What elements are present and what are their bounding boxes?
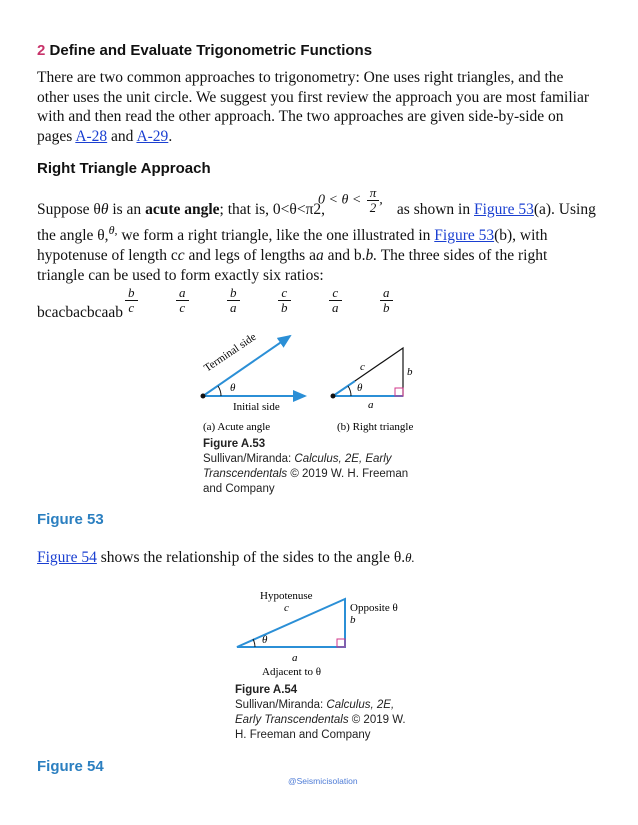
side-b-label: b xyxy=(407,366,413,378)
p2-seg8: and legs of lengths a xyxy=(184,247,316,265)
ratio-den: b xyxy=(383,300,390,315)
intro-paragraph xyxy=(37,68,597,146)
triangle-vertex-dot xyxy=(331,394,336,399)
credit-53-seg1: Sullivan/Miranda: xyxy=(203,453,295,465)
p2-b: b. xyxy=(365,247,378,265)
ratio-a-over-b xyxy=(380,286,393,315)
link-a29[interactable]: A-29 xyxy=(136,127,169,145)
p2-theta: θ xyxy=(100,201,109,218)
credit-54-seg2: © 2019 W. H. Freeman and Company xyxy=(235,714,406,741)
ratio-num: a xyxy=(380,286,393,301)
figure-54-credit xyxy=(235,683,410,743)
opp-b-label: b xyxy=(350,614,356,626)
terminal-side-label: Terminal side xyxy=(201,330,259,375)
acute-angle-paragraph xyxy=(37,200,597,286)
section-heading xyxy=(37,42,372,59)
p2-seg1: Suppose θ xyxy=(37,201,101,218)
ratio-den: b xyxy=(281,300,288,315)
ratio-den: c xyxy=(179,300,186,315)
ratio-num: b xyxy=(125,286,138,301)
ratio-num: c xyxy=(329,286,342,301)
theta-label-a: θ xyxy=(230,382,236,394)
p2-seg7: (b), with hypotenuse of length c xyxy=(37,227,548,265)
credit-54-seg1: Sullivan/Miranda: xyxy=(235,699,327,711)
intro-text: There are two common approaches to trigonometry: One uses right triangles, and the other uses the unit circle. We suggest you first review the approach you are most familiar with and then read the other approach. The two approaches are given side-by-side on pages xyxy=(37,69,589,145)
figure-54-label: Figure A.54 xyxy=(235,684,298,696)
angle-arc-b xyxy=(348,386,351,396)
link-a28[interactable]: A-28 xyxy=(75,127,108,145)
vertex-dot xyxy=(201,394,206,399)
p2-a: a xyxy=(315,247,324,265)
caption-b: (b) Right triangle xyxy=(337,421,414,433)
credit-53-seg2: © 2019 W. H. Freeman and Company xyxy=(203,468,409,495)
ratio-b-over-a xyxy=(227,286,240,315)
ratio-num: a xyxy=(176,286,189,301)
figure-53-title: Figure 53 xyxy=(37,511,104,528)
link-figure-53b[interactable]: Figure 53 xyxy=(434,227,495,245)
p2-seg3: ; that is, 0<θ<π2, xyxy=(219,201,326,218)
watermark: @Seismicisolation xyxy=(288,776,358,786)
figure-53-label: Figure A.53 xyxy=(203,438,266,450)
p2-bold-acute: acute angle xyxy=(145,201,220,218)
p2-seg5: (a). Using the angle θ, xyxy=(37,201,596,245)
p2-seg6: we form a right triangle, like the one illustrated in xyxy=(117,227,435,245)
intro-end: . xyxy=(168,127,173,145)
adj-a-label: a xyxy=(292,652,298,664)
figure-53-diagram xyxy=(195,330,445,440)
inequality-comma: , xyxy=(379,192,383,208)
caption-a: (a) Acute angle xyxy=(203,421,271,433)
side-c-label: c xyxy=(360,361,365,373)
six-ratios xyxy=(37,286,437,320)
p3-text: shows the relationship of the sides to the angle θ. xyxy=(96,549,406,566)
p2-theta-sup: θ, xyxy=(108,223,118,237)
inequality-left: 0 < θ < xyxy=(318,192,362,208)
figure-54-paragraph xyxy=(37,548,597,568)
p3-theta: θ. xyxy=(405,550,415,565)
ratio-c-over-b xyxy=(278,286,291,315)
intro-mid: and xyxy=(107,127,137,145)
theta-label-b: θ xyxy=(357,382,363,394)
right-angle-mark-54 xyxy=(337,639,345,647)
figure-54-diagram xyxy=(232,585,412,680)
p2-seg4: as shown in xyxy=(393,201,474,218)
ratio-den: a xyxy=(230,300,237,315)
two-denominator: 2 xyxy=(369,200,377,215)
ratio-num: c xyxy=(278,286,291,301)
adjacent-label: Adjacent to θ xyxy=(262,666,322,678)
ratio-b-over-c xyxy=(125,286,138,315)
ratio-den: c xyxy=(128,300,135,315)
opposite-label: Opposite θ xyxy=(350,602,398,614)
figure-53-credit xyxy=(203,437,418,497)
figure-54-title: Figure 54 xyxy=(37,758,104,775)
link-figure-53[interactable]: Figure 53 xyxy=(474,201,534,218)
side-a-label: a xyxy=(368,399,374,411)
initial-side-label: Initial side xyxy=(233,401,280,413)
p2-seg9: and b. xyxy=(323,247,366,265)
ratio-a-over-c xyxy=(176,286,189,315)
hyp-c-label: c xyxy=(284,602,289,614)
ratio-c-over-a xyxy=(329,286,342,315)
right-angle-mark-53 xyxy=(395,388,403,396)
link-figure-54[interactable]: Figure 54 xyxy=(37,549,97,566)
theta-label-54: θ xyxy=(262,634,268,646)
ratio-num: b xyxy=(227,286,240,301)
p2-seg2: is an xyxy=(108,201,146,218)
section-title: Define and Evaluate Trigonometric Functions xyxy=(49,42,373,59)
section-number: 2 xyxy=(37,42,46,59)
angle-arc-a xyxy=(218,386,221,396)
credit-54-italic: Calculus, 2E, Early Transcendentals xyxy=(235,699,395,726)
ratios-plain-text: bcacbacbcaab xyxy=(37,304,124,321)
ratio-den: a xyxy=(332,300,339,315)
triangle-hyp-blue xyxy=(333,381,355,396)
pi-numerator: π xyxy=(367,186,380,201)
p2-c: c xyxy=(177,247,185,265)
p2-seg10: The three sides of the right triangle can be used to form exactly six ratios: xyxy=(37,247,548,285)
subheading-right-triangle: Right Triangle Approach xyxy=(37,160,211,177)
credit-53-italic: Calculus, 2E, Early Transcendentals xyxy=(203,453,392,480)
hypotenuse-label: Hypotenuse xyxy=(260,590,313,602)
